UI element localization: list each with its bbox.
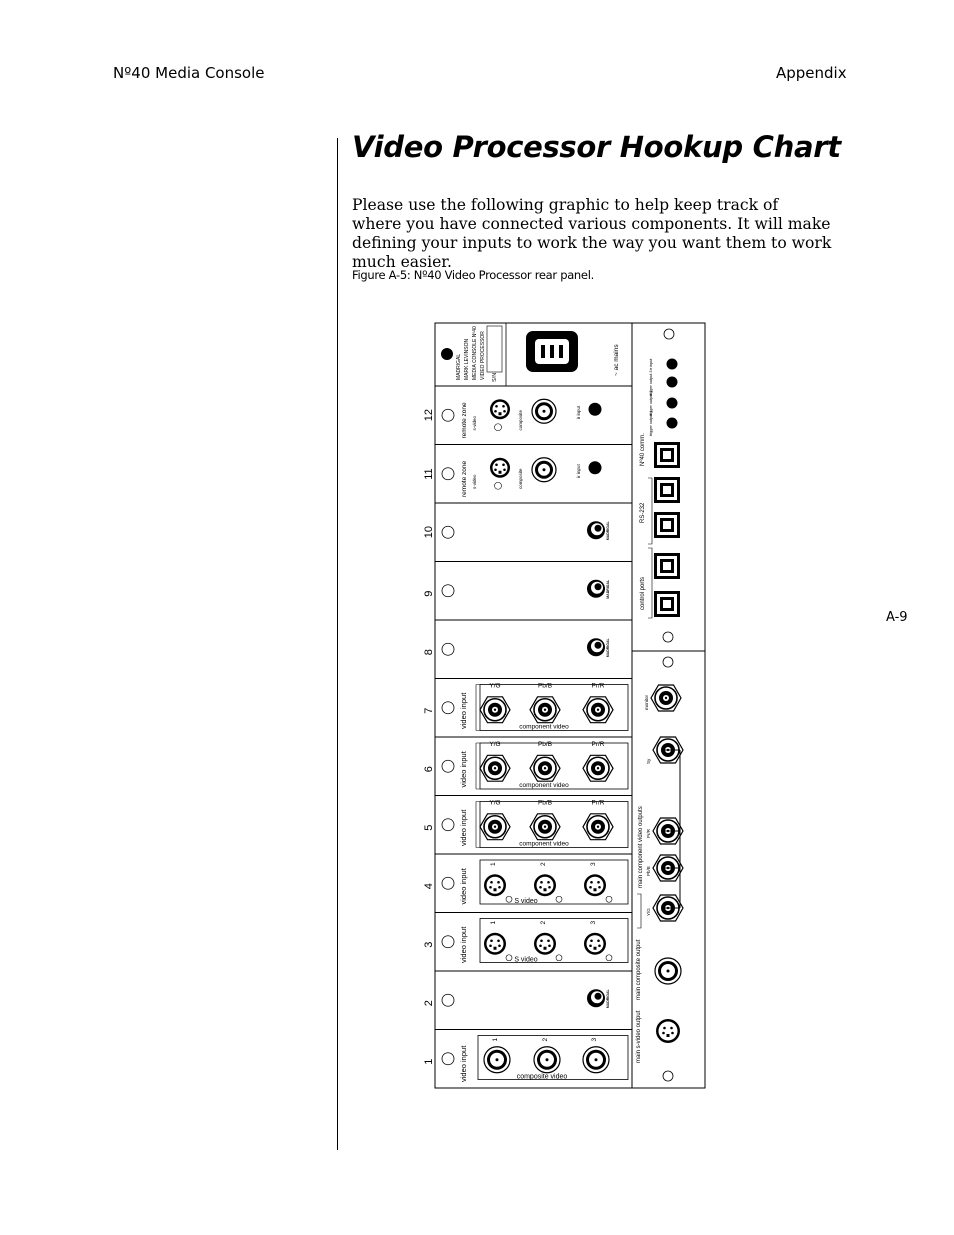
slot-12 [423,386,632,445]
slot-number: 12 [423,409,435,422]
slot-number: 7 [423,707,435,714]
madrigal-logo-icon [587,638,610,658]
svideo-output-jack-icon [656,1019,680,1043]
brand-name: MADRIGAL [456,353,462,380]
serial-label: S/N [492,372,498,382]
mounting-screw-icon [442,760,454,772]
jack-number: 1 [490,920,497,925]
jack-number: 1 [492,1037,499,1042]
remote-composite-jack-icon [532,458,556,482]
yg-out-label: Y/G [646,908,651,916]
remote-ir-jack-icon [589,403,602,416]
rj45-port-icon [654,442,680,468]
slot-brand-text: MADRIGAL [606,579,610,599]
ir-input-small-label: ir input [576,464,581,478]
slot-7 [423,679,632,738]
trigger-2-jack-icon [667,398,678,409]
slot-number: 1 [423,1058,435,1065]
mounting-screw-icon [442,702,454,714]
svideo-group-label: S video [514,898,538,905]
composite-small-label: composite [518,468,523,489]
jack-number: 1 [490,862,497,866]
component-label-0: Y/G [489,799,501,807]
jack-number: 2 [540,920,547,925]
trigger-3-jack-icon [667,377,678,388]
component-label-2: Pr/R [591,682,605,690]
composite-output-jack-icon [655,958,681,984]
slot-1 [423,1030,632,1089]
ir-input-label: ir input [649,358,653,370]
component-label-0: Y/G [489,682,501,690]
remote-svideo-jack-icon [490,399,510,419]
trigger-1-jack-icon [667,418,678,429]
video-input-label: video input [459,751,468,788]
slot-number: 8 [423,649,435,656]
remote-composite-jack-icon [532,399,556,423]
main-svideo-label: main s-video output [636,1010,642,1063]
control-ports-label: control ports [640,576,646,610]
component-video-label: component video [519,723,569,731]
component-video-label: component video [519,782,569,789]
mounting-screw-icon [663,657,673,667]
madrigal-logo-icon [587,579,610,599]
composite-input-jack-icon [534,1047,560,1073]
rj45-port-icon [654,512,680,538]
component-label-2: Pr/R [591,741,605,748]
mounting-screw-icon [442,1053,454,1065]
serial-label-box [487,326,502,372]
rj45-port-icon [654,477,680,503]
component-label-0: Y/G [489,741,501,748]
main-svideo-output-jack [656,1019,680,1043]
component-video-label: component video [519,840,569,848]
ac-mains-label: ~ ac mains [613,344,620,376]
remote-ir-jack-icon [589,461,602,474]
svideo-small-label: s-video [472,474,477,489]
video-input-label: video input [459,1045,468,1082]
slot-number: 9 [423,590,435,597]
pr-out-label: Pr/R [646,829,651,838]
component-label-2: Pr/R [591,799,605,807]
svideo-input-jack-icon [484,933,506,955]
ir-input-small-label: ir input [576,405,581,420]
mounting-screw-icon [664,329,674,339]
jack-number: 2 [540,862,547,866]
slot-6 [423,737,632,796]
slot-number: 2 [423,1000,435,1007]
svideo-input-jack-icon [584,933,606,955]
mounting-screw-icon [663,632,673,642]
composite-input-jack-icon [484,1047,510,1073]
composite-video-label: composite video [516,1073,568,1081]
composite-small-label: composite [518,409,523,431]
jack-number: 3 [590,862,597,866]
madrigal-logo-icon [587,989,610,1009]
running-header-left: Nº40 Media Console [113,64,265,82]
slot-number: 4 [423,883,435,890]
mounting-screw-icon [442,819,454,831]
svideo-group-label: S video [514,956,538,964]
jack-number: 3 [591,1037,598,1042]
card-slots [423,386,632,1088]
madrigal-logo-icon [441,348,453,360]
main-composite-output-jack [655,958,681,984]
jack-number: 3 [590,920,597,925]
main-component-label: main component video outputs [638,806,644,888]
component-label-1: Pb/B [537,741,553,748]
slot-brand-text: MADRIGAL [606,638,610,658]
svideo-small-label: s-video [472,415,477,431]
slot-2 [423,971,632,1030]
mounting-screw-icon [442,994,454,1006]
power-module [435,323,632,386]
slot-number: 3 [423,941,435,948]
slot-4 [423,854,632,913]
trigger-1-label: trigger output 1 [649,410,653,436]
slot-number: 5 [423,824,435,831]
slot-number: 10 [423,526,435,539]
remote-zone-label: remote zone [461,460,468,497]
slot-10 [423,503,632,562]
component-label-1: Pb/B [537,682,553,690]
slot-brand-text: MADRIGAL [606,521,610,541]
rj45-port-icon [654,591,680,617]
sync-label: Sy [646,758,651,764]
ir-input-jack-icon [667,359,678,370]
main-composite-label: main composite output [636,939,642,1000]
video-input-label: video input [459,926,468,963]
madrigal-logo-icon [587,521,610,541]
pb-out-label: Pb/B [646,866,651,876]
trigger-2-label: trigger output 2 [649,390,653,416]
composite-input-jack-icon [583,1047,609,1073]
product-name: VIDEO PROCESSOR [480,331,486,380]
mounting-screw-icon [442,409,454,421]
running-header-right: Appendix [776,64,847,82]
body-paragraph: Please use the following graphic to help keep track of where you have connected various components. It will make defining your inputs to work the way you want them to work much easier. [352,196,832,271]
margin-rule [337,138,338,1150]
mounting-screw-icon [442,526,454,538]
mounting-screw-icon [442,643,454,655]
video-input-label: video input [459,692,468,729]
model-name: MEDIA CONSOLE Nº40 [472,326,478,380]
svideo-input-jack-icon [534,933,556,955]
video-input-label: video input [459,868,468,905]
mounting-screw-icon [442,936,454,948]
rear-panel-diagram [418,318,718,1098]
remote-zone-label: remote zone [461,402,468,439]
svideo-input-jack-icon [484,874,506,896]
slot-9 [423,562,632,621]
figure-caption: Figure A-5: Nº40 Video Processor rear panel. [352,268,594,282]
mounting-screw-icon [442,468,454,480]
slot-3 [423,913,632,972]
mounting-screw-icon [442,585,454,597]
slot-8 [423,620,632,679]
slot-number: 11 [423,468,435,480]
brand-name-2: MARK LEVINSON [464,338,470,380]
mounting-screw-icon [442,877,454,889]
rj45-port-icon [654,553,680,579]
page-number: A-9 [886,610,908,625]
trigger-3-label: trigger output 3 [649,370,653,396]
svideo-input-jack-icon [584,874,606,896]
mounting-screw-icon [663,1071,673,1081]
slot-11 [423,445,632,504]
slot-number: 6 [423,766,435,773]
page-title: Video Processor Hookup Chart [352,130,841,164]
video-input-label: video input [459,809,468,846]
remote-svideo-jack-icon [490,458,510,478]
svideo-input-jack-icon [534,874,556,896]
slot-brand-text: MADRIGAL [606,989,610,1009]
slot-5 [423,796,632,855]
comm-label: Nº40 comm. [640,433,646,466]
jack-number: 2 [542,1037,549,1042]
component-label-1: Pb/B [537,799,553,807]
rs232-label: RS-232 [640,502,646,523]
monitor-label: monitor [644,694,649,710]
